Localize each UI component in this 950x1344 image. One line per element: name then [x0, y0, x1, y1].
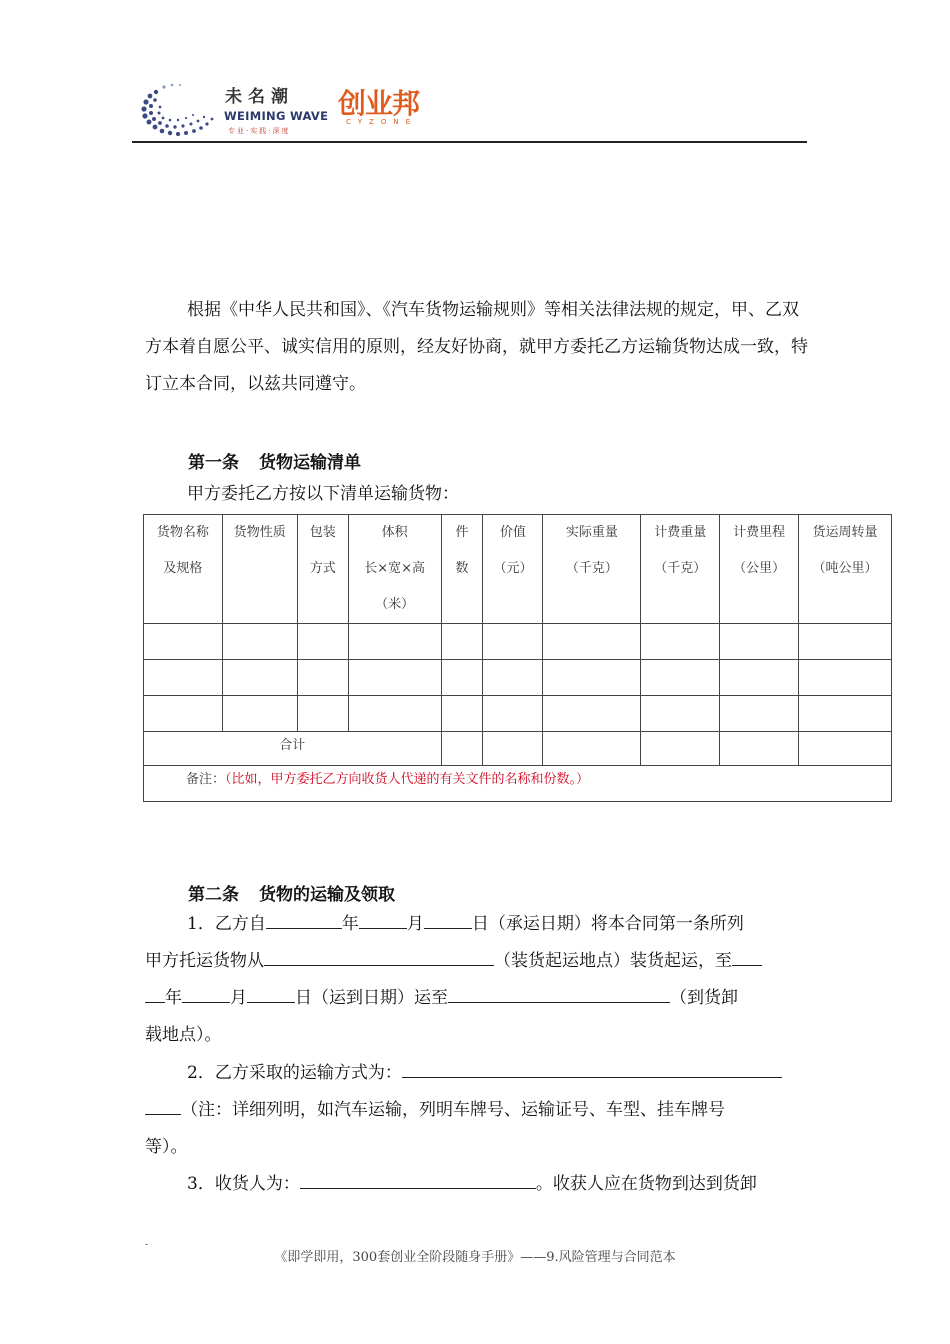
- header-cell-billing-distance: 计费里程 （公里）: [720, 515, 799, 624]
- header-cell-actual-weight: 实际重量 （千克）: [543, 515, 641, 624]
- header-cell-goods-name: 货物名称 及规格: [144, 515, 223, 624]
- article-1-number: 第一条: [188, 453, 239, 473]
- footer-mark: -: [145, 1240, 149, 1250]
- note-text: （比如，甲方委托乙方向收货人代递的有关文件的名称和份数。）: [225, 772, 590, 787]
- goods-list-table: [143, 514, 892, 802]
- header-cell-packaging: 包装 方式: [297, 515, 348, 624]
- table-row: [144, 696, 892, 732]
- header-divider: [132, 141, 807, 143]
- table-note-row: [144, 766, 892, 802]
- header-cell-pieces: 件 数: [441, 515, 483, 624]
- partner-logo-cn: 创业邦: [338, 87, 420, 120]
- table-row: [144, 624, 892, 660]
- header-cell-billing-weight: 计费重量 （千克）: [641, 515, 720, 624]
- logo-tagline: 专业·实践·深度: [228, 127, 291, 135]
- logo-english-name: WEIMING WAVE: [224, 109, 329, 123]
- article-2-item-1: 1．乙方自 年 月 日（承运日期）将本合同第一条所列 甲方托运货物从 （装货起运地点）装货起运，至 年 月 日（运到日期）运至 （到货卸 载地点）。: [145, 906, 810, 1054]
- header-cell-volume: 体积 长×宽×高 （米）: [348, 515, 441, 624]
- header-cell-goods-nature: 货物性质: [222, 515, 297, 624]
- article-1-title: 货物运输清单: [259, 453, 361, 473]
- note-label: 备注：: [186, 772, 226, 787]
- intro-paragraph: 根据《中华人民共和国》、《汽车货物运输规则》等相关法律法规的规定，甲、乙双方本着自愿公平、诚实信用的原则，经友好协商，就甲方委托乙方运输货物达成一致，特订立本合同，以兹共同遵守。: [145, 300, 808, 394]
- page-header: [132, 72, 807, 142]
- weiming-wave-logo-icon: [136, 78, 218, 140]
- logo-chinese-name: 未名潮: [225, 87, 294, 107]
- article-2-title: 货物的运输及领取: [259, 885, 395, 905]
- table-header-row: [144, 515, 892, 624]
- article-2-item-3: 3．收货人为： 。收获人应在货物到达到货卸: [145, 1166, 810, 1203]
- table-row: [144, 660, 892, 696]
- table-total-row: [144, 732, 892, 766]
- header-cell-value: 价值 （元）: [483, 515, 543, 624]
- article-1-lead: 甲方委托乙方按以下清单运输货物：: [187, 484, 459, 504]
- page-footer: 《即学即用，300套创业全阶段随身手册》——9.风险管理与合同范本: [274, 1250, 676, 1265]
- total-label: 合计: [144, 732, 442, 766]
- article-2-item-2: 2．乙方采取的运输方式为： （注：详细列明，如汽车运输，列明车牌号、运输证号、车型、挂车牌号 等）。: [145, 1055, 810, 1166]
- article-1-heading: [188, 448, 361, 473]
- header-cell-freight-turnover: 货运周转量 （吨公里）: [799, 515, 892, 624]
- article-2-heading: [188, 880, 395, 905]
- article-2-number: 第二条: [188, 885, 239, 905]
- partner-logo-en: CYZONE: [346, 118, 418, 126]
